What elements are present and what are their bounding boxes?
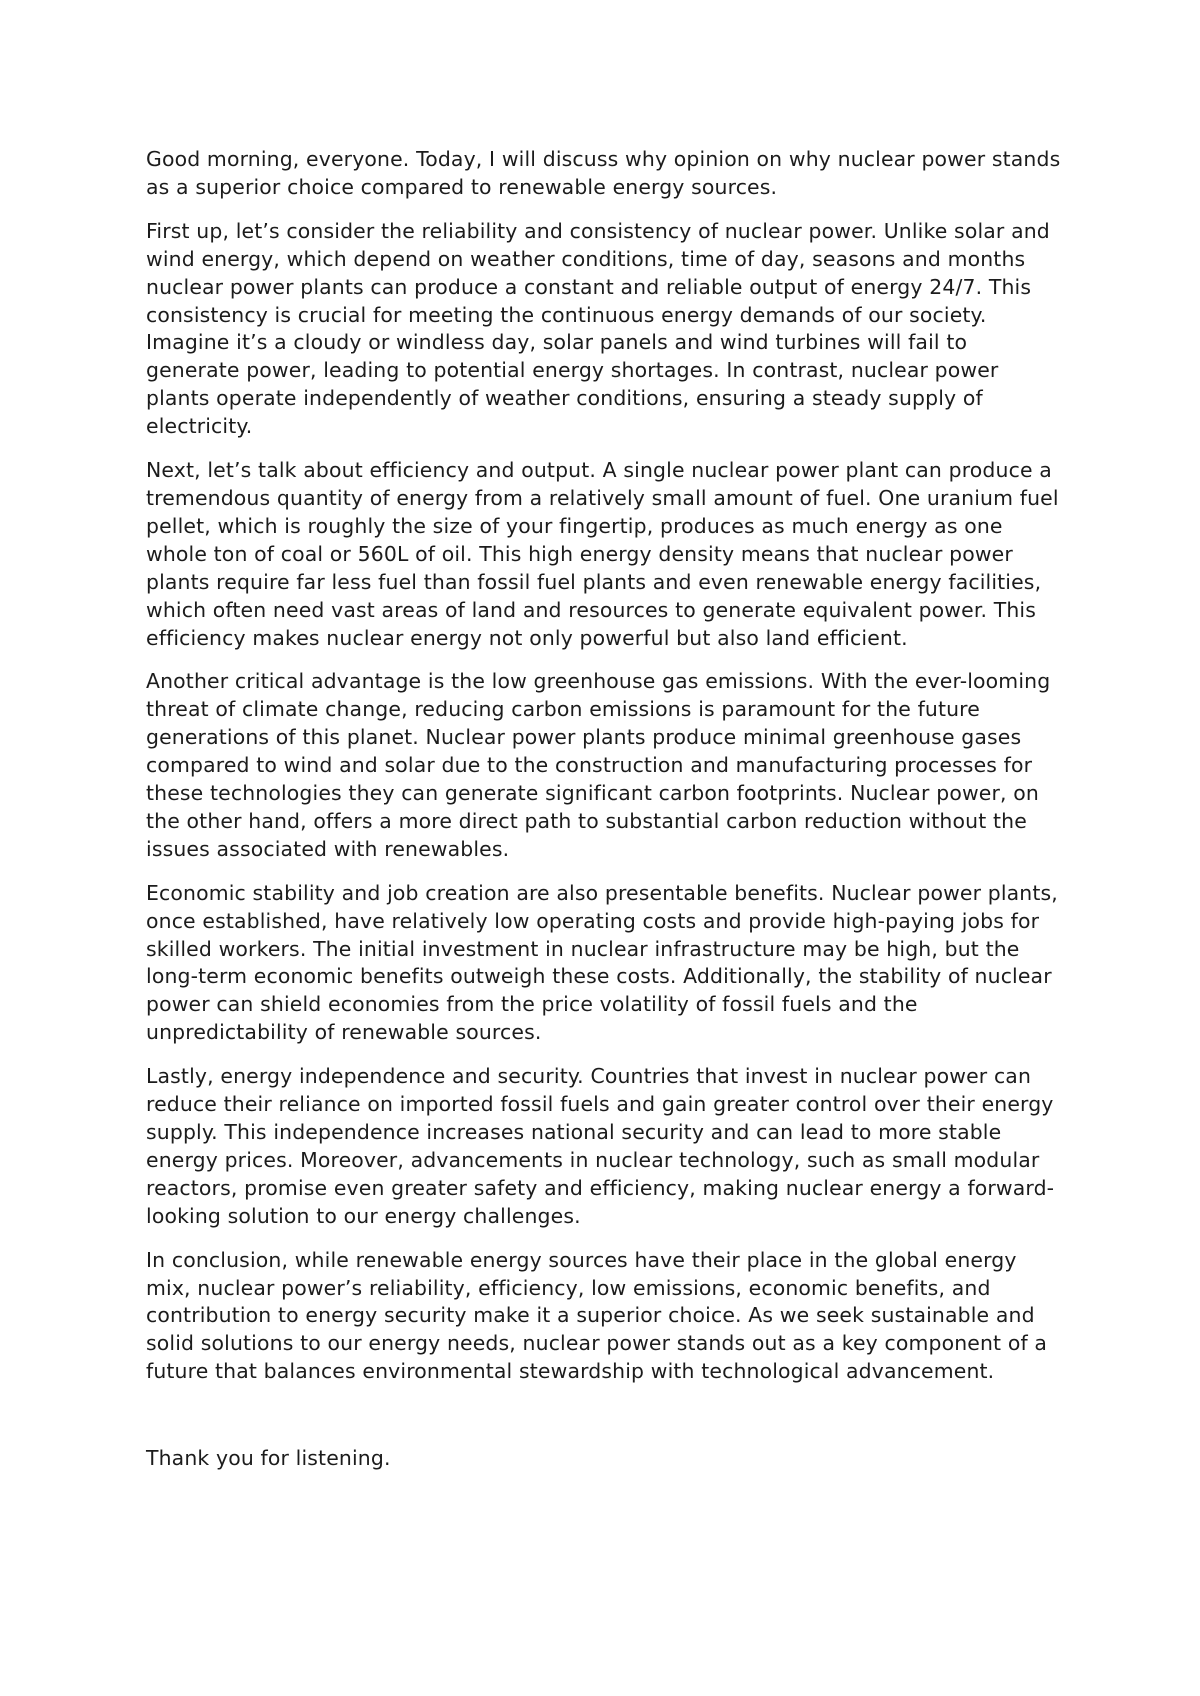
paragraph-reliability: First up, let’s consider the reliability and consistency of nuclear power. Unlike solar and wind energy, which depend on weather conditions, time of day, seasons and months nuclear power plants can produce a constant and reliable output of energy 24/7. This consistency is crucial for meeting the continuous energy demands of our society. Imagine it’s a cloudy or windless day, solar panels and wind turbines will fail to generate power, leading to potential energy shortages. In contrast, nuclear power plants operate independently of weather conditions, ensuring a steady supply of electricity.: [146, 218, 1050, 439]
paragraph-independence: Lastly, energy independence and security. Countries that invest in nuclear power can reduce their reliance on imported fossil fuels and gain greater control over their energy supply. This independence increases national security and can lead to more stable energy prices. Moreover, advancements in nuclear technology, such as small modular reactors, promise even greater safety and efficiency, making nuclear energy a forward-looking solution to our energy challenges.: [146, 1064, 1055, 1228]
closing-line: Thank you for listening.: [146, 1446, 391, 1471]
paragraph-emissions: Another critical advantage is the low greenhouse gas emissions. With the ever-looming threat of climate change, reducing carbon emissions is paramount for the future generations of this planet. Nuclear power plants produce minimal greenhouse gases compared to wind and solar due to the construction and manufacturing processes for these technologies they can generate significant carbon footprints. Nuclear power, on the other hand, offers a more direct path to substantial carbon reduction without the issues associated with renewables.: [146, 669, 1051, 861]
paragraph-economics: Economic stability and job creation are also presentable benefits. Nuclear power plants, once established, have relatively low operating costs and provide high-paying jobs for skilled workers. The initial investment in nuclear infrastructure may be high, but the long-term economic benefits outweigh these costs. Additionally, the stability of nuclear power can shield economies from the price volatility of fossil fuels and the unpredictability of renewable sources.: [146, 880, 1058, 1045]
paragraph-conclusion: In conclusion, while renewable energy sources have their place in the global energy mix, nuclear power’s reliability, efficiency, low emissions, economic benefits, and contribution to energy security make it a superior choice. As we seek sustainable and solid solutions to our energy needs, nuclear power stands out as a key component of a future that balances environmental stewardship with technological advancement.: [146, 1247, 1048, 1384]
document-body: [146, 146, 1066, 1489]
paragraph-efficiency: Next, let’s talk about efficiency and output. A single nuclear power plant can produce a tremendous quantity of energy from a relatively small amount of fuel. One uranium fuel pellet, which is roughly the size of your fingertip, produces as much energy as one whole ton of coal or 560L of oil. This high energy density means that nuclear power plants require far less fuel than fossil fuel plants and even renewable energy facilities, which often need vast areas of land and resources to generate equivalent power. This efficiency makes nuclear energy not only powerful but also land efficient.: [146, 458, 1059, 650]
paragraph-introduction: Good morning, everyone. Today, I will discuss why opinion on why nuclear power stands as a superior choice compared to renewable energy sources.: [146, 147, 1061, 199]
